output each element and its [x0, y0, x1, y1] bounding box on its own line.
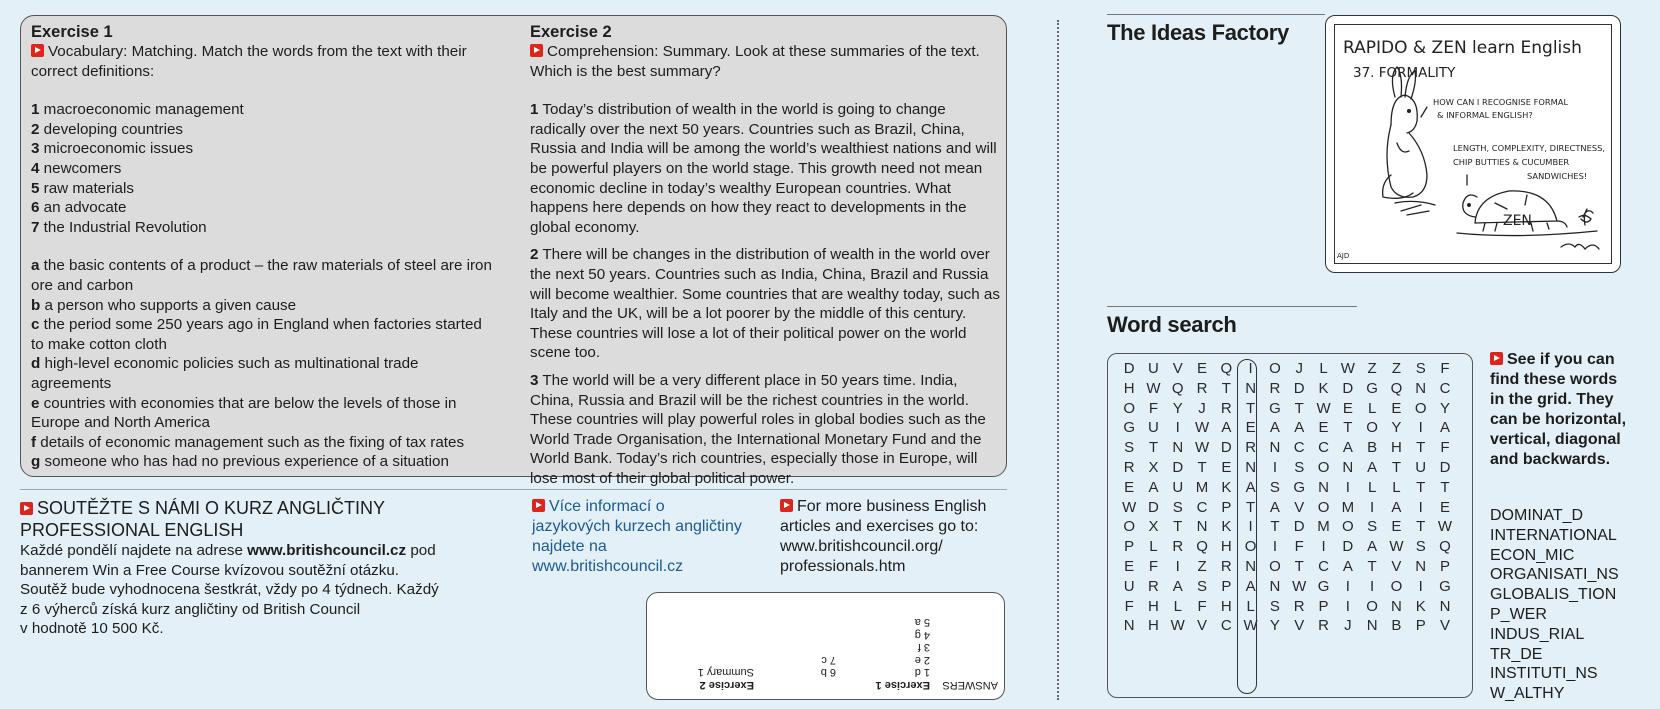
summary-item: 3 The world will be a very different place in 50 years time. India, China, Russia and Brazil will be the richest countries in the world. These countries will play powerful roles in global bodies such as the World Trade Organisation, the International Monetary Fund and the World Bank. Today’s rich countries, especially those in Europe, will lose most of their global political power.: [530, 371, 986, 487]
section-divider: [20, 489, 1007, 490]
answers-ex1: Exercise 1 1 d 2 e 3 f 4 g 5 a: [875, 616, 930, 691]
grid-letter[interactable]: W: [1122, 498, 1137, 516]
grid-letter[interactable]: R: [1123, 458, 1135, 476]
grid-letter[interactable]: S: [1172, 498, 1183, 516]
vocab-item: 1 macroeconomic management: [31, 101, 244, 119]
grid-letter[interactable]: I: [1272, 538, 1278, 556]
vocab-item: 4 newcomers: [31, 159, 122, 177]
grid-letter[interactable]: D: [1342, 379, 1354, 397]
grid-letter[interactable]: Q: [1220, 360, 1233, 377]
grid-letter[interactable]: V: [1391, 557, 1402, 575]
grid-letter[interactable]: C: [1439, 379, 1451, 397]
grid-letter[interactable]: O: [1341, 518, 1354, 536]
grid-letter[interactable]: M: [1341, 498, 1355, 516]
grid-row: [1117, 537, 1457, 557]
grid-letter[interactable]: H: [1148, 617, 1159, 635]
cartoon-answer-3: SANDWICHES!: [1527, 171, 1588, 181]
grid-letter[interactable]: P: [1221, 577, 1232, 595]
grid-row: [1117, 418, 1457, 438]
grid-letter[interactable]: Q: [1196, 538, 1208, 556]
grid-letter[interactable]: H: [1390, 439, 1402, 457]
grid-letter[interactable]: Z: [1197, 557, 1207, 575]
grid-letter[interactable]: E: [1342, 399, 1353, 417]
grid-letter[interactable]: Y: [1172, 399, 1183, 417]
grid-letter[interactable]: T: [1416, 478, 1426, 496]
grid-letter[interactable]: M: [1195, 478, 1209, 496]
word-list-item: DOMINAT_D: [1490, 507, 1584, 524]
cartoon-shell-text: ZEN: [1503, 213, 1532, 229]
grid-letter[interactable]: T: [1246, 399, 1256, 417]
grid-letter[interactable]: W: [1194, 419, 1210, 437]
grid-letter[interactable]: R: [1172, 538, 1184, 556]
answer-line: 1 d: [914, 666, 930, 679]
grid-letter[interactable]: T: [1294, 399, 1304, 417]
word-list-item: GLOBALIS_TION: [1490, 586, 1617, 604]
word-search-title: Word search: [1107, 312, 1237, 337]
grid-row: [1117, 498, 1457, 518]
grid-row: [1117, 379, 1457, 399]
grid-letter[interactable]: C: [1318, 557, 1329, 575]
arrow-icon: [1490, 352, 1503, 365]
grid-letter[interactable]: A: [1245, 478, 1256, 496]
grid-letter[interactable]: O: [1123, 399, 1135, 417]
grid-letter[interactable]: R: [1148, 577, 1159, 595]
grid-letter[interactable]: N: [1342, 458, 1354, 476]
grid-letter[interactable]: V: [1440, 617, 1451, 635]
grid-letter[interactable]: A: [1367, 538, 1378, 556]
grid-letter[interactable]: S: [1294, 458, 1305, 476]
grid-letter[interactable]: L: [1367, 399, 1377, 417]
grid-row: [1117, 557, 1457, 577]
grid-letter[interactable]: F: [1440, 360, 1450, 377]
grid-letter[interactable]: B: [1391, 617, 1402, 635]
vocab-item: 3 microeconomic issues: [31, 140, 194, 158]
grid-letter[interactable]: U: [1415, 458, 1427, 476]
cartoon-subtitle: 37. FORMALITY: [1353, 65, 1456, 81]
grid-letter[interactable]: N: [1123, 617, 1135, 635]
more-info-english-link[interactable]: For more business English articles and exercises go to: www.britishcouncil.org/ professionals.htm: [780, 498, 987, 575]
grid-row: [1117, 399, 1457, 419]
vocab-item: 5 raw materials: [31, 179, 134, 197]
grid-letter[interactable]: I: [1248, 360, 1253, 377]
word-list-item: P_WER: [1490, 605, 1547, 623]
grid-row: [1117, 359, 1457, 379]
grid-letter[interactable]: W: [1194, 439, 1210, 457]
grid-letter[interactable]: W: [1340, 360, 1355, 377]
grid-letter[interactable]: N: [1245, 557, 1257, 575]
grid-letter[interactable]: O: [1366, 419, 1378, 437]
grid-letter[interactable]: T: [1148, 439, 1159, 457]
cartoon-drawing: [1335, 25, 1613, 265]
grid-letter[interactable]: I: [1345, 478, 1350, 496]
grid-letter[interactable]: K: [1415, 597, 1426, 615]
grid-letter[interactable]: O: [1269, 360, 1281, 377]
cartoon-question-2: & INFORMAL ENGLISH?: [1437, 110, 1533, 120]
exercise-1-definitions: [31, 256, 496, 472]
grid-letter[interactable]: V: [1294, 617, 1305, 635]
answer-line: 4 g: [914, 629, 930, 641]
grid-letter[interactable]: L: [1149, 538, 1158, 556]
grid-letter[interactable]: R: [1245, 439, 1257, 457]
grid-letter[interactable]: Q: [1439, 538, 1451, 556]
grid-letter[interactable]: N: [1366, 617, 1378, 635]
grid-letter[interactable]: Q: [1390, 379, 1403, 397]
grid-letter[interactable]: O: [1244, 538, 1257, 556]
arrow-icon: [780, 499, 793, 512]
grid-letter[interactable]: T: [1197, 458, 1207, 476]
cartoon-title: RAPIDO & ZEN learn English: [1343, 38, 1582, 58]
grid-letter[interactable]: S: [1124, 439, 1135, 457]
definition-item: c the period some 250 years ago in England when factories started to make cotton cloth: [31, 316, 482, 353]
grid-letter[interactable]: G: [1366, 379, 1378, 397]
grid-letter[interactable]: C: [1196, 498, 1208, 516]
exercise-1-items: [31, 100, 496, 237]
grid-letter[interactable]: D: [1148, 498, 1159, 516]
grid-letter[interactable]: W: [1292, 577, 1307, 595]
answer-line: 3 f: [917, 641, 930, 654]
competition-heading: SOUTĚŽTE S NÁMI O KURZ ANGLIČTINY PROFESSIONAL ENGLISH: [20, 498, 386, 540]
word-list-item: ORGANISATI_NS: [1490, 566, 1619, 584]
grid-letter[interactable]: E: [1440, 498, 1451, 516]
grid-letter[interactable]: D: [1220, 439, 1232, 457]
rabbit-icon: [1383, 67, 1435, 215]
grid-letter[interactable]: N: [1245, 458, 1257, 476]
grid-letter[interactable]: G: [1317, 577, 1330, 595]
vocab-item: 2 developing countries: [31, 120, 183, 138]
grid-letter[interactable]: S: [1367, 518, 1378, 536]
grid-letter[interactable]: T: [1343, 419, 1353, 437]
grid-letter[interactable]: O: [1366, 597, 1378, 615]
exercise-1-instruction: Vocabulary: Matching. Match the words from the text with their correct definitions:: [31, 43, 467, 80]
grid-letter[interactable]: I: [1370, 498, 1375, 516]
grid-letter[interactable]: G: [1293, 478, 1306, 496]
grid-letter[interactable]: E: [1124, 557, 1135, 575]
grid-letter[interactable]: F: [1440, 439, 1450, 457]
cartoon-question-1: HOW CAN I RECOGNISE FORMAL: [1433, 97, 1569, 107]
arrow-icon: [31, 44, 44, 57]
grid-letter[interactable]: O: [1123, 518, 1135, 536]
grid-letter[interactable]: W: [1170, 617, 1185, 635]
word-search-instruction: See if you can find these words in the grid. They can be horizontal, vertical, diagonal and backwards.: [1490, 351, 1627, 468]
grid-letter[interactable]: I: [1370, 577, 1375, 595]
answers-label: ANSWERS: [942, 679, 998, 691]
grid-letter[interactable]: T: [1367, 557, 1377, 575]
grid-letter[interactable]: N: [1245, 379, 1257, 397]
vocab-item: 7 the Industrial Revolution: [31, 218, 207, 236]
grid-letter[interactable]: F: [1148, 557, 1159, 575]
definition-item: e countries with economies that are below the levels of those in Europe and North America: [31, 394, 457, 432]
grid-letter[interactable]: T: [1416, 518, 1426, 536]
grid-letter[interactable]: P: [1124, 538, 1135, 556]
grid-letter[interactable]: H: [1220, 597, 1232, 615]
grid-letter[interactable]: A: [1269, 498, 1280, 516]
grid-letter[interactable]: C: [1318, 439, 1329, 457]
competition-block: [20, 497, 440, 639]
arrow-icon: [530, 44, 543, 57]
grid-letter[interactable]: H: [1148, 597, 1159, 615]
grid-letter[interactable]: I: [1321, 538, 1326, 556]
grid-letter[interactable]: L: [1392, 478, 1401, 496]
grid-letter[interactable]: U: [1123, 577, 1135, 595]
definition-item: b a person who supports a given cause: [31, 296, 297, 314]
grid-letter[interactable]: G: [1269, 399, 1281, 417]
definition-item: d high-level economic policies such as multinational trade agreements: [31, 355, 419, 392]
grid-letter[interactable]: I: [1345, 597, 1350, 615]
grid-letter[interactable]: H: [1220, 538, 1232, 556]
answers-ex2: Exercise 2 Summary 1: [697, 666, 754, 691]
word-list-item: INDUS_RIAL: [1490, 625, 1585, 643]
grid-letter[interactable]: D: [1172, 458, 1184, 476]
grid-letter[interactable]: E: [1221, 458, 1232, 476]
word-search-list: [1490, 506, 1619, 704]
grid-letter[interactable]: H: [1123, 379, 1135, 397]
grid-letter[interactable]: N: [1172, 439, 1184, 457]
grid-letter[interactable]: L: [1246, 597, 1255, 615]
grid-letter[interactable]: R: [1220, 399, 1232, 417]
exercise-1: [31, 22, 496, 472]
word-list-item: TR_DE: [1490, 645, 1543, 663]
answers-box: [646, 592, 1005, 700]
tortoise-icon: [1457, 175, 1599, 249]
grid-letter[interactable]: I: [1418, 577, 1423, 595]
grid-row: [1117, 577, 1457, 597]
cartoon-answer-2: CHIP BUTTIES & CUCUMBER: [1453, 157, 1570, 167]
more-info-czech: [532, 497, 742, 577]
grid-letter[interactable]: V: [1172, 360, 1183, 377]
grid-letter[interactable]: A: [1245, 577, 1256, 595]
grid-letter[interactable]: O: [1317, 498, 1330, 516]
grid-letter[interactable]: Q: [1171, 379, 1184, 397]
word-list-item: INSTITUTI_NS: [1490, 665, 1598, 683]
summary-item: 2 There will be changes in the distribution of wealth in the world over the next 50 years. Countries such as India, China, Brazil and Russia will become wealthier. Some countries that are wealthy today, such as Italy and the UK, will be a lot poorer by the middle of this century. These countries will lose a lot of their political power on the world scene too.: [530, 246, 1000, 362]
word-list-item: INTERNATIONAL: [1490, 526, 1617, 544]
grid-letter[interactable]: R: [1293, 597, 1305, 615]
grid-letter[interactable]: G: [1123, 419, 1135, 437]
grid-letter[interactable]: A: [1148, 478, 1159, 496]
grid-letter[interactable]: L: [1367, 478, 1377, 496]
grid-letter[interactable]: D: [1439, 458, 1451, 476]
grid-letter[interactable]: D: [1293, 518, 1305, 536]
word-list-item: ECON_MIC: [1490, 546, 1575, 564]
grid-letter[interactable]: P: [1415, 617, 1426, 635]
grid-row: [1117, 616, 1457, 636]
grid-letter[interactable]: N: [1439, 597, 1451, 615]
ideas-factory-title: The Ideas Factory: [1107, 20, 1289, 45]
grid-row: [1117, 438, 1457, 458]
grid-letter[interactable]: A: [1367, 458, 1378, 476]
grid-letter[interactable]: T: [1440, 478, 1450, 496]
grid-letter[interactable]: K: [1318, 379, 1329, 397]
more-info-english: [780, 497, 1010, 577]
grid-row: [1117, 458, 1457, 478]
grid-letter[interactable]: R: [1196, 379, 1208, 397]
grid-letter[interactable]: U: [1172, 478, 1184, 496]
grid-letter[interactable]: S: [1269, 597, 1280, 615]
grid-letter[interactable]: X: [1148, 458, 1159, 476]
exercise-2-instruction: Comprehension: Summary. Look at these summaries of the text. Which is the best summary?: [530, 43, 980, 80]
grid-letter[interactable]: I: [1345, 577, 1350, 595]
exercise-panel: [20, 15, 1007, 487]
grid-row: [1117, 517, 1457, 537]
grid-letter[interactable]: C: [1293, 439, 1305, 457]
grid-letter[interactable]: J: [1295, 360, 1303, 377]
grid-letter[interactable]: T: [1270, 518, 1280, 536]
grid-letter[interactable]: W: [1146, 379, 1161, 397]
grid-letter[interactable]: S: [1415, 360, 1426, 377]
grid-letter[interactable]: I: [1418, 498, 1423, 516]
grid-letter[interactable]: P: [1440, 557, 1451, 575]
grid-letter[interactable]: F: [1294, 538, 1304, 556]
grid-letter[interactable]: T: [1391, 458, 1401, 476]
grid-letter[interactable]: X: [1148, 518, 1159, 536]
grid-letter[interactable]: E: [1124, 478, 1135, 496]
more-info-czech-link[interactable]: Více informací o jazykových kurzech angličtiny najdete na www.britishcouncil.cz: [532, 498, 742, 575]
grid-letter[interactable]: T: [1294, 557, 1304, 575]
competition-site-link[interactable]: www.britishcouncil.cz: [247, 542, 407, 559]
answer-line: 7 c: [821, 654, 836, 666]
grid-letter[interactable]: K: [1221, 478, 1232, 496]
grid-letter[interactable]: O: [1414, 399, 1427, 417]
grid-letter[interactable]: R: [1318, 617, 1329, 635]
grid-letter[interactable]: A: [1172, 577, 1183, 595]
grid-letter[interactable]: S: [1269, 478, 1280, 496]
grid-letter[interactable]: R: [1220, 557, 1232, 575]
grid-letter[interactable]: S: [1197, 577, 1208, 595]
grid-letter[interactable]: A: [1342, 439, 1353, 457]
grid-letter[interactable]: V: [1197, 617, 1208, 635]
grid-letter[interactable]: P: [1318, 597, 1329, 615]
grid-letter[interactable]: I: [1175, 557, 1180, 575]
grid-letter[interactable]: V: [1294, 498, 1305, 516]
grid-letter[interactable]: W: [1437, 518, 1453, 536]
definition-item: g someone who has had no previous experience of a situation: [31, 453, 449, 471]
grid-letter[interactable]: D: [1123, 360, 1135, 377]
exercise-2-title: Exercise 2: [530, 23, 612, 41]
cartoon-initials: AJD: [1337, 252, 1350, 260]
grid-letter[interactable]: R: [1269, 379, 1281, 397]
grid-letter[interactable]: P: [1221, 498, 1232, 516]
cartoon: [1325, 15, 1621, 273]
grid-letter[interactable]: I: [1175, 419, 1180, 437]
grid-letter[interactable]: T: [1416, 439, 1426, 457]
grid-letter[interactable]: U: [1148, 360, 1159, 377]
grid-letter[interactable]: S: [1415, 538, 1426, 556]
grid-letter[interactable]: O: [1317, 458, 1330, 476]
grid-letter[interactable]: A: [1294, 419, 1305, 437]
grid-letter[interactable]: N: [1390, 597, 1402, 615]
grid-letter[interactable]: A: [1269, 419, 1280, 437]
grid-letter[interactable]: W: [1316, 399, 1331, 417]
grid-letter[interactable]: Z: [1367, 360, 1377, 377]
word-list-item: W_ALTHY: [1490, 685, 1565, 703]
grid-letter[interactable]: C: [1220, 617, 1232, 635]
grid-letter[interactable]: D: [1342, 538, 1354, 556]
grid-letter[interactable]: E: [1245, 419, 1256, 437]
column-divider: [1057, 20, 1059, 700]
grid-letter[interactable]: G: [1439, 577, 1451, 595]
grid-letter[interactable]: T: [1221, 379, 1231, 397]
grid-letter[interactable]: D: [1293, 379, 1305, 397]
competition-body: Každé pondělí najdete na adrese www.britishcouncil.cz pod bannerem Win a Free Course kvízovou soutěžní otázku. Soutěž bude vyhodnocena šestkrát, vždy po 4 týdnech. Každý z 6 výherců získá kurz angličtiny od British Council v hodnotě 10 500 Kč.: [20, 542, 439, 638]
grid-letter[interactable]: I: [1418, 419, 1423, 437]
grid-letter[interactable]: E: [1318, 419, 1329, 437]
exercise-1-title: Exercise 1: [31, 23, 113, 41]
answer-line: 2 e: [914, 654, 930, 666]
grid-row: [1117, 478, 1457, 498]
grid-letter[interactable]: U: [1148, 419, 1159, 437]
grid-letter[interactable]: W: [1243, 617, 1258, 635]
vocab-item: 6 an advocate: [31, 199, 127, 217]
grid-letter[interactable]: T: [1246, 498, 1256, 516]
grid-letter[interactable]: E: [1391, 399, 1402, 417]
arrow-icon: [20, 502, 33, 515]
arrow-icon: [532, 499, 545, 512]
exercise-2: [530, 22, 1000, 488]
exercise-2-summaries: [530, 100, 1000, 488]
grid-letter[interactable]: I: [1272, 458, 1278, 476]
grid-letter[interactable]: O: [1269, 557, 1281, 575]
grid-letter[interactable]: N: [1415, 557, 1427, 575]
grid-letter[interactable]: E: [1197, 360, 1208, 377]
grid-letter[interactable]: L: [1319, 360, 1328, 377]
grid-letter[interactable]: Y: [1391, 419, 1402, 437]
grid-letter[interactable]: Y: [1440, 399, 1451, 417]
grid-letter[interactable]: I: [1248, 518, 1253, 536]
grid-letter[interactable]: Y: [1269, 617, 1280, 635]
grid-letter[interactable]: A: [1440, 419, 1451, 437]
grid-letter[interactable]: E: [1391, 518, 1402, 536]
grid-letter[interactable]: L: [1173, 597, 1182, 615]
grid-letter[interactable]: F: [1197, 597, 1207, 615]
grid-letter[interactable]: W: [1389, 538, 1404, 556]
summary-item: 1 Today’s distribution of wealth in the world is going to change radically over the next 50 years. Countries such as Brazil, China, Russia and India will be among the world’s wealthiest nations and will be powerful players on the world stage. This growth need not mean economic decline in today’s wealthy European countries. What happens here depends on how they react to developments in the global economy.: [530, 101, 997, 236]
definition-item: a the basic contents of a product – the raw materials of steel are iron ore and carbon: [31, 257, 492, 294]
grid-letter[interactable]: N: [1269, 577, 1281, 595]
word-search-grid: [1117, 359, 1457, 636]
definition-item: f details of economic management such as the fixing of tax rates: [31, 433, 465, 451]
grid-row: [1117, 597, 1457, 617]
grid-letter[interactable]: N: [1196, 518, 1208, 536]
cartoon-answer-1: LENGTH, COMPLEXITY, DIRECTNESS,: [1453, 143, 1606, 153]
grid-letter[interactable]: J: [1344, 617, 1352, 635]
answers-ex1-col2: [821, 654, 836, 679]
grid-letter[interactable]: A: [1221, 419, 1232, 437]
grid-letter[interactable]: K: [1221, 518, 1232, 536]
grid-letter[interactable]: N: [1415, 379, 1427, 397]
grid-letter[interactable]: B: [1367, 439, 1378, 457]
grid-letter[interactable]: F: [1124, 597, 1134, 615]
grid-letter[interactable]: F: [1148, 399, 1159, 417]
word-search-grid-box: [1107, 353, 1473, 698]
answer-line: 5 a: [914, 616, 930, 629]
grid-letter[interactable]: A: [1391, 498, 1402, 516]
grid-letter[interactable]: N: [1318, 478, 1329, 496]
answer-line: 6 b: [820, 666, 836, 679]
grid-letter[interactable]: M: [1317, 518, 1330, 536]
grid-letter[interactable]: T: [1173, 518, 1183, 536]
grid-letter[interactable]: N: [1269, 439, 1281, 457]
grid-letter[interactable]: J: [1198, 399, 1206, 417]
grid-letter[interactable]: Z: [1391, 360, 1401, 377]
grid-letter[interactable]: A: [1342, 557, 1353, 575]
found-word-highlight: [1237, 359, 1257, 694]
grid-letter[interactable]: O: [1390, 577, 1403, 595]
